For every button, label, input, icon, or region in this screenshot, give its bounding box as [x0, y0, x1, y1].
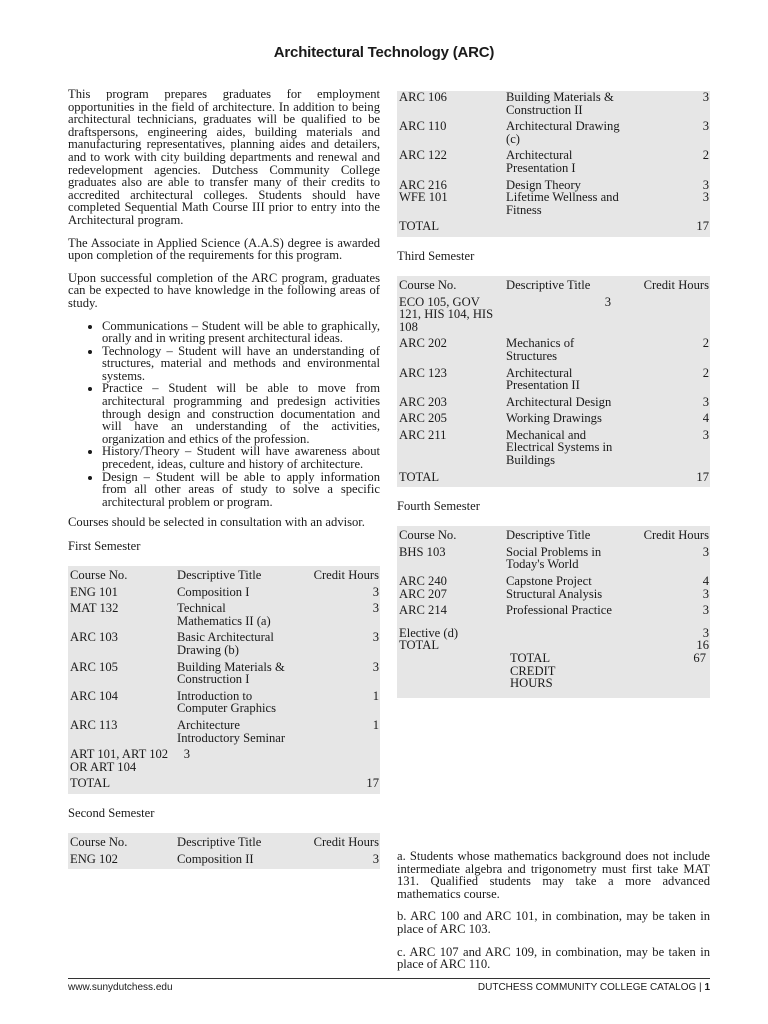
footer-url[interactable]: www.sunydutchess.edu	[68, 982, 173, 993]
course-credits: 3	[702, 427, 709, 442]
course-title: Structural Analysis	[506, 586, 603, 601]
header-credits: Credit Hours	[643, 528, 709, 543]
course-code: ARC 122	[399, 148, 447, 163]
course-title: Mechanics of Structures	[506, 336, 575, 363]
table-header-row	[397, 526, 710, 546]
header-title: Descriptive Title	[506, 277, 591, 292]
second-semester-table-part2	[397, 91, 710, 237]
course-title: Architectural Design	[506, 394, 612, 409]
table-grand-total-row	[397, 652, 710, 698]
course-credits: 3	[702, 586, 709, 601]
course-credits: 2	[702, 148, 709, 163]
course-credits: 3	[702, 603, 709, 618]
first-semester-label: First Semester	[68, 539, 141, 553]
intro-paragraph: This program prepares graduates for employment opportunities in the field of architecture. In addition to being architectural technicians, graduates will be qualified to be draftspersons, engineering aides, building materials and manufacturing representatives, planning aides and detailers, and to work with city building departments and renewal and redevelopment agencies. Dutchess Community College graduates also are able to transfer many of their credits to accredited architectural colleges. Students should have completed Sequential Math Course III prior to entry into the Architectural program.	[68, 87, 380, 227]
course-code: ARC 105	[70, 659, 118, 674]
header-title: Descriptive Title	[177, 834, 262, 849]
course-title: Design Theory	[506, 177, 581, 192]
grand-total-label: TOTAL CREDIT HOURS	[510, 651, 556, 691]
course-credits: 4	[702, 411, 709, 426]
table-row	[397, 367, 710, 396]
table-row	[68, 719, 380, 748]
course-credits: 3	[604, 294, 611, 309]
first-semester-table	[68, 566, 380, 794]
course-title: Architectural Presentation II	[506, 365, 580, 393]
course-code: MAT 132	[70, 601, 119, 616]
second-semester-table-part1	[68, 833, 380, 869]
advisor-note: Courses should be selected in consultation with an advisor.	[68, 515, 365, 530]
table-row	[397, 91, 710, 120]
course-credits: 2	[702, 336, 709, 351]
table-total-row	[397, 220, 710, 237]
header-course: Course No.	[399, 528, 457, 543]
course-title: Technical Mathematics II (a)	[177, 601, 271, 628]
course-credits: 3	[702, 190, 709, 205]
fourth-semester-label: Fourth Semester	[397, 499, 480, 514]
table-row	[68, 690, 380, 719]
footnotes	[397, 850, 710, 981]
course-title: Lifetime Wellness and Fitness	[506, 190, 619, 217]
empty-cell	[623, 296, 710, 338]
course-code: ECO 105, GOV 121, HIS 104, HIS 108	[399, 294, 494, 334]
header-course: Course No.	[70, 834, 128, 849]
list-item: • Communications – Student will be able to graphically, orally and in writing present architectural ideas.	[102, 320, 380, 345]
table-row	[68, 631, 380, 660]
table-row	[397, 588, 710, 605]
total-value: 17	[696, 469, 709, 484]
page-number: 1	[704, 982, 710, 993]
empty-cell	[504, 471, 623, 488]
table-row	[397, 412, 710, 429]
list-item: • History/Theory – Student will have awareness about precedent, ideas, culture and history of architecture.	[102, 445, 380, 470]
footnote-b: b. ARC 100 and ARC 101, in combination, may be taken in place of ARC 103.	[397, 909, 710, 936]
table-row	[68, 586, 380, 603]
header-credits: Credit Hours	[313, 568, 379, 582]
course-title: Building Materials & Construction II	[506, 90, 614, 117]
course-credits: 3	[702, 177, 709, 192]
table-row	[397, 575, 710, 588]
table-row	[397, 296, 710, 338]
course-title: Professional Practice	[506, 603, 612, 618]
page-title: Architectural Technology (ARC)	[273, 44, 495, 61]
table-header-row	[68, 566, 380, 586]
course-code: ARC 113	[70, 717, 118, 732]
course-title: Mechanical and Electrical Systems in Buildings	[506, 427, 613, 468]
degree-paragraph: The Associate in Applied Science (A.A.S) degree is awarded upon completion of the requirements for this program.	[68, 235, 380, 263]
course-code: ARC 211	[399, 427, 447, 442]
outcomes-paragraph: Upon successful completion of the ARC program, graduates can be expected to have knowledge in the following areas of study.	[68, 270, 380, 310]
course-code: ARC 205	[399, 411, 447, 426]
course-credits: 4	[702, 574, 709, 589]
right-column	[397, 91, 710, 698]
empty-cell	[397, 652, 504, 698]
course-code: ARC 214	[399, 603, 447, 618]
table-row	[397, 120, 710, 149]
course-code: ARC 216	[399, 177, 447, 192]
course-code: ARC 106	[399, 90, 447, 104]
footer-divider	[68, 978, 710, 979]
outcomes-list	[68, 320, 380, 509]
empty-cell	[504, 220, 623, 237]
course-credits: 2	[702, 365, 709, 380]
course-credits: 3	[702, 119, 709, 134]
course-title: Composition II	[177, 851, 254, 866]
list-item: • Technology – Student will have an understanding of structures, material and methods and environmental systems.	[102, 345, 380, 383]
course-code: ART 101, ART 102 OR ART 104	[70, 747, 169, 774]
table-header-row	[397, 276, 710, 296]
table-row	[68, 661, 380, 690]
left-column	[68, 88, 380, 869]
table-row	[397, 396, 710, 413]
course-code: ARC 202	[399, 336, 447, 351]
table-row	[68, 853, 380, 870]
grand-total-value: 67	[693, 651, 706, 665]
total-label: TOTAL	[399, 219, 440, 234]
header-credits: Credit Hours	[313, 834, 379, 849]
course-title: Capstone Project	[506, 574, 592, 589]
total-value: 17	[366, 776, 379, 791]
list-item: • Design – Student will be able to apply information from all other areas of study to solve a specific architectural problem or program.	[102, 471, 380, 509]
fourth-semester-table	[397, 526, 710, 698]
course-credits: 3	[372, 630, 379, 645]
table-total-row	[68, 777, 380, 794]
table-row	[397, 149, 710, 178]
footnote-c: c. ARC 107 and ARC 109, in combination, may be taken in place of ARC 110.	[397, 944, 710, 972]
total-value: 16	[696, 638, 709, 653]
table-row	[397, 627, 710, 640]
course-credits: 1	[372, 688, 379, 703]
header-course: Course No.	[70, 568, 128, 582]
course-title: Building Materials & Construction I	[177, 659, 285, 687]
course-code: ARC 203	[399, 394, 447, 409]
course-credits: 3	[372, 851, 379, 866]
table-row	[397, 604, 710, 627]
table-row	[397, 191, 710, 220]
course-code: ENG 102	[70, 851, 118, 866]
course-credits: 3	[372, 584, 379, 599]
table-row	[397, 546, 710, 575]
course-title: Architectural Drawing (c)	[506, 119, 620, 146]
total-label: TOTAL	[70, 776, 111, 791]
course-code: Elective (d)	[399, 625, 459, 640]
course-credits: 1	[372, 717, 379, 732]
course-credits: 3	[702, 544, 709, 559]
course-code: WFE 101	[399, 190, 448, 205]
third-semester-table	[397, 276, 710, 487]
header-credits: Credit Hours	[643, 277, 709, 292]
table-header-row	[68, 833, 380, 853]
list-item: • Practice – Student will be able to move from architectural programming and predesign activities through design and construction documentation and will have an understanding of the activities, organization and ethics of the profession.	[102, 382, 380, 445]
table-row	[397, 429, 710, 471]
course-code: ARC 103	[70, 630, 118, 645]
course-title: Composition I	[177, 584, 250, 599]
course-code: ARC 240	[399, 574, 447, 589]
table-total-row	[397, 639, 710, 652]
course-code: ARC 207	[399, 586, 447, 601]
catalog-name: DUTCHESS COMMUNITY COLLEGE CATALOG	[477, 982, 697, 993]
course-title: Architecture Introductory Seminar	[177, 717, 286, 745]
empty-cell	[175, 777, 294, 794]
header-course: Course No.	[399, 277, 457, 292]
course-credits: 3	[702, 394, 709, 409]
empty-cell	[294, 748, 380, 777]
course-title: Working Drawings	[506, 411, 602, 426]
course-code: ARC 104	[70, 688, 118, 703]
empty-cell	[504, 627, 623, 640]
course-credits: 3	[702, 90, 709, 104]
course-title: Basic Architectural Drawing (b)	[177, 630, 274, 657]
table-row	[397, 337, 710, 366]
course-credits: 3	[372, 659, 379, 674]
total-label: TOTAL	[399, 638, 440, 653]
course-title: Introduction to Computer Graphics	[177, 688, 276, 716]
header-title: Descriptive Title	[506, 528, 591, 543]
table-row	[68, 748, 380, 777]
table-total-row	[397, 471, 710, 488]
third-semester-label: Third Semester	[397, 248, 475, 263]
course-code: ARC 110	[399, 119, 447, 134]
course-code: ENG 101	[70, 584, 118, 599]
footer-separator: |	[699, 982, 702, 993]
footnote-a: a. Students whose mathematics background does not include intermediate algebra and trigonometry must first take MAT 131. Qualified students may take a more advanced mathematics course.	[397, 849, 710, 901]
second-semester-label: Second Semester	[68, 805, 155, 820]
course-title: Social Problems in Today's World	[506, 544, 602, 572]
header-title: Descriptive Title	[177, 568, 262, 582]
course-credits: 3	[372, 601, 379, 616]
course-credits: 3	[702, 625, 709, 640]
total-value: 17	[696, 219, 709, 234]
course-code: BHS 103	[399, 544, 446, 559]
footer-catalog	[478, 982, 710, 993]
total-label: TOTAL	[399, 469, 440, 484]
table-row	[68, 602, 380, 631]
course-code: ARC 123	[399, 365, 447, 380]
course-title: Architectural Presentation I	[506, 148, 576, 175]
course-credits: 3	[183, 747, 190, 762]
